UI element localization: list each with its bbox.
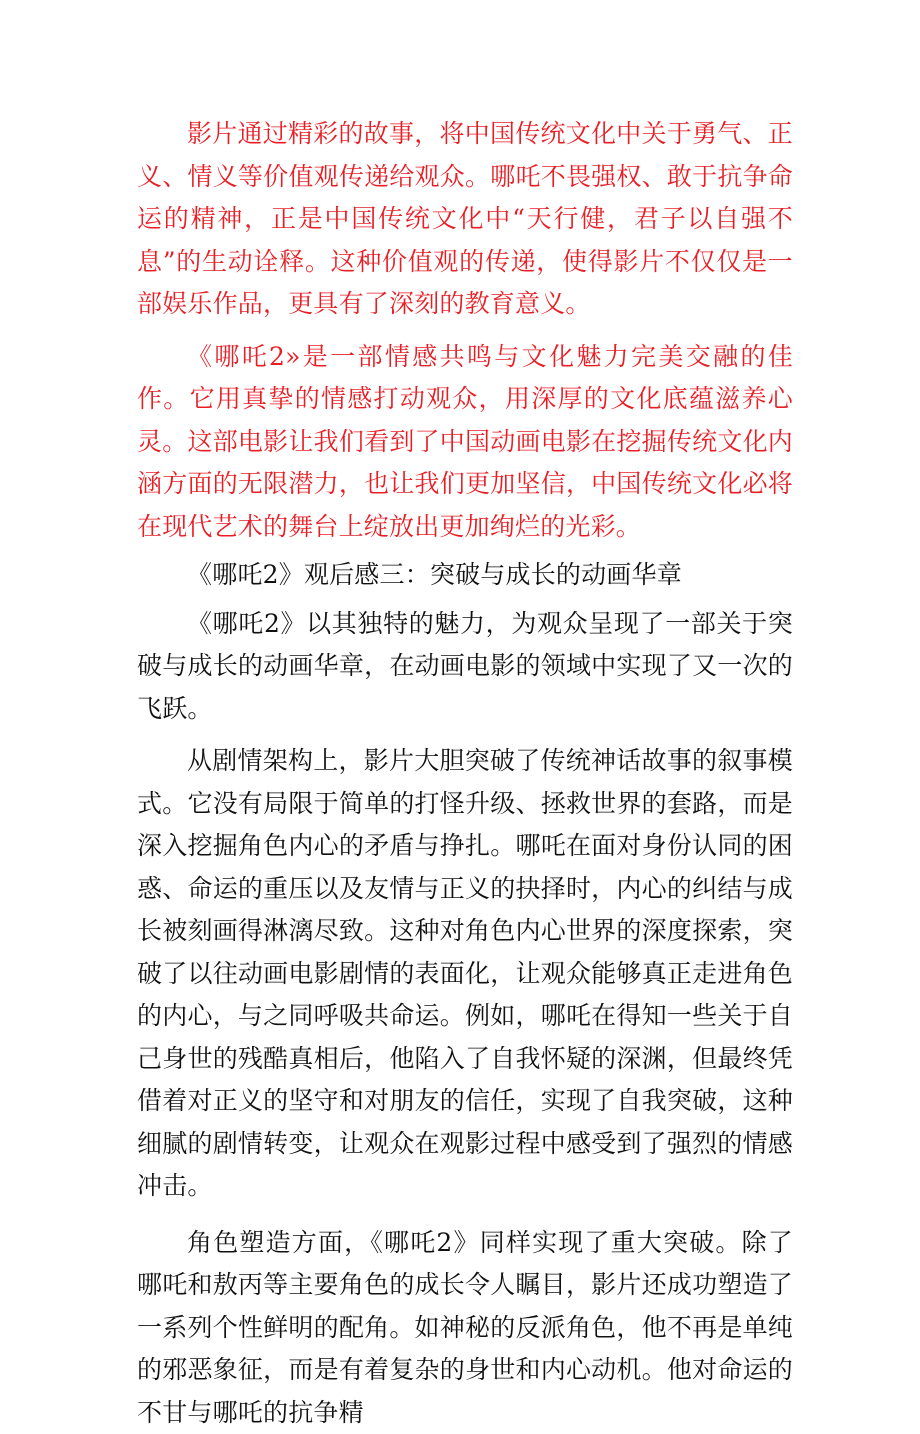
paragraph-characters: 角色塑造方面，《哪吒2》同样实现了重大突破。除了哪吒和敖丙等主要角色的成长令人瞩目，影片还成功塑造了一系列个性鲜明的配角。如神秘的反派角色，他不再是单纯的邪恶象征，而是有着复杂的身世和内心动机。他对命运的不甘与哪吒的抗争精 [137,1222,793,1434]
paragraph-values: 影片通过精彩的故事，将中国传统文化中关于勇气、正义、情义等价值观传递给观众。哪吒不畏强权、敢于抗争命运的精神，正是中国传统文化中“天行健，君子以自强不息”的生动诠释。这种价值观的传递，使得影片不仅仅是一部娱乐作品，更具有了深刻的教育意义。 [137,113,793,326]
section-heading: 《哪吒2》观后感三：突破与成长的动画华章 [137,554,793,597]
paragraph-conclusion: 《哪吒2»是一部情感共鸣与文化魅力完美交融的佳作。它用真挚的情感打动观众，用深厚的文化底蕴滋养心灵。这部电影让我们看到了中国动画电影在挖掘传统文化内涵方面的无限潜力，也让我们更加坚信，中国传统文化必将在现代艺术的舞台上绽放出更加绚烂的光彩。 [137,336,793,549]
paragraph-plot: 从剧情架构上，影片大胆突破了传统神话故事的叙事模式。它没有局限于简单的打怪升级、拯救世界的套路，而是深入挖掘角色内心的矛盾与挣扎。哪吒在面对身份认同的困惑、命运的重压以及友情与正义的抉择时，内心的纠结与成长被刻画得淋漓尽致。这种对角色内心世界的深度探索，突破了以往动画电影剧情的表面化，让观众能够真正走进角色的内心，与之同呼吸共命运。例如，哪吒在得知一些关于自己身世的残酷真相后，他陷入了自我怀疑的深渊，但最终凭借着对正义的坚守和对朋友的信任，实现了自我突破，这种细腻的剧情转变，让观众在观影过程中感受到了强烈的情感冲击。 [137,740,793,1208]
paragraph-intro: 《哪吒2》以其独特的魅力，为观众呈现了一部关于突破与成长的动画华章，在动画电影的领域中实现了又一次的飞跃。 [137,603,793,731]
document-body [137,113,793,1434]
